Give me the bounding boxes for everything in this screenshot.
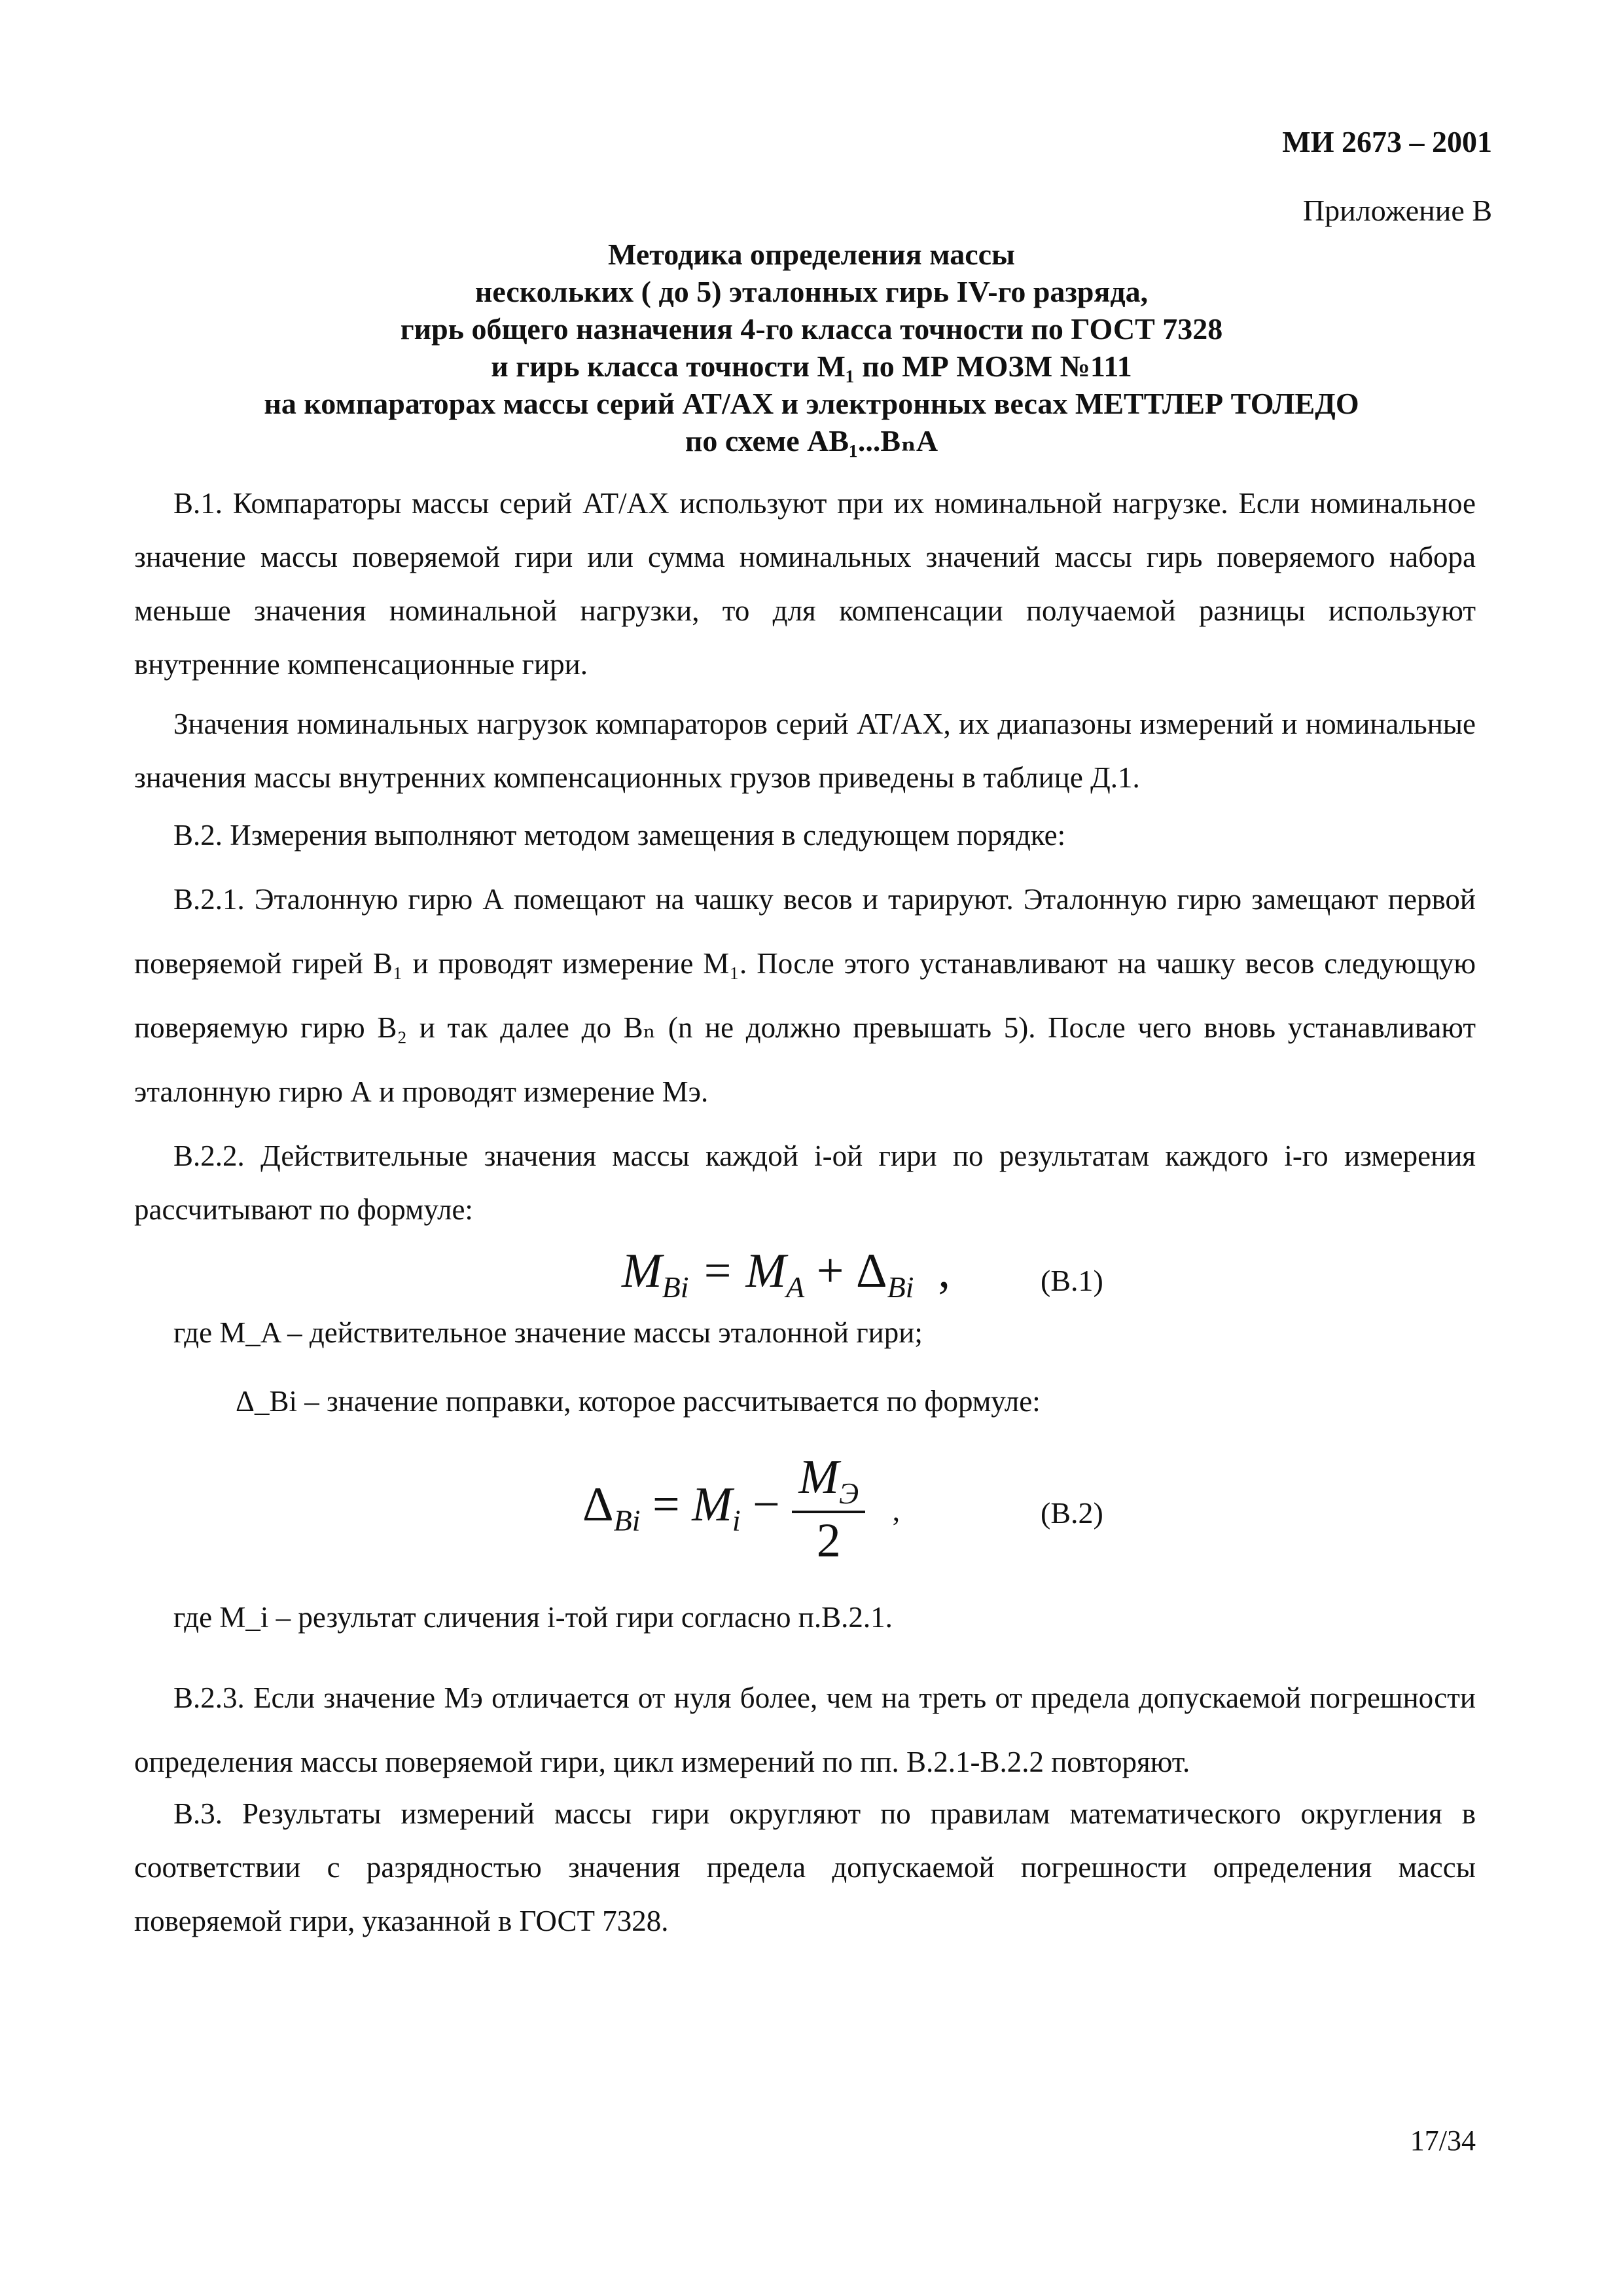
where-delta: Δ_Bi – значение поправки, которое рассчитывается по формуле: bbox=[236, 1385, 1041, 1418]
document-title bbox=[131, 236, 1492, 459]
where-mi: где M_i – результат сличения i-той гири согласно п.В.2.1. bbox=[173, 1601, 893, 1634]
paragraph-b23: В.2.3. Если значение Mэ отличается от нуля более, чем на треть от предела допускаемой погрешности определения массы поверяемой гири, цикл измерений по пп. В.2.1-В.2.2 повторяют. bbox=[134, 1681, 1476, 1778]
appendix-label: Приложение В bbox=[1302, 194, 1492, 227]
paragraph-b2: В.2. Измерения выполняют методом замещения в следующем порядке: bbox=[173, 819, 1066, 852]
where-ma: где M_A – действительное значение массы эталонной гири; bbox=[173, 1316, 923, 1349]
formula-b2-number: (В.2) bbox=[1041, 1496, 1103, 1530]
formula-b1-number: (В.1) bbox=[1041, 1264, 1103, 1297]
paragraph-b22: В.2.2. Действительные значения массы каждой i-ой гири по результатам каждого i-го измерения рассчитывают по формуле: bbox=[134, 1139, 1476, 1226]
formula-b2: $\Delta_{Bi} = M_i$ − $\frac{M_Э}{2}$ , bbox=[582, 1450, 901, 1568]
title-line: гирь общего назначения 4-го класса точности по ГОСТ 7328 bbox=[400, 312, 1223, 346]
title-line: нескольких ( до 5) эталонных гирь IV-го разряда, bbox=[474, 275, 1149, 308]
paragraph-b3: В.3. Результаты измерений массы гири округляют по правилам математического округления в соответствии с разрядностью значения предела допускаемой погрешности определения массы поверяемой гири, указанной в ГОСТ 7328. bbox=[134, 1797, 1476, 1937]
paragraph-b1-ranges: Значения номинальных нагрузок компараторов серий AT/AX, их диапазоны измерений и номинальные значения массы внутренних компенсационных грузов приведены в таблице Д.1. bbox=[134, 708, 1476, 794]
paragraph-b1: В.1. Компараторы массы серий AT/AX используют при их номинальной нагрузке. Если номинальное значение массы поверяемой гири или сумма номинальных значений массы гирь поверяемого набора меньше значения номинальной нагрузки, то для компенсации получаемой разницы используют внутренние компенсационные гири. bbox=[134, 487, 1476, 681]
page-number: 17/34 bbox=[1410, 2125, 1476, 2157]
title-line: по схеме AB₁...BₙA bbox=[685, 424, 938, 457]
formula-fraction: $\frac{M_Э}{2}$ bbox=[792, 1450, 865, 1569]
title-line: и гирь класса точности M₁ по МР МОЗМ №111 bbox=[491, 350, 1132, 383]
formula-b1: $M_{Bi} = M_A + \Delta_{Bi}$ , bbox=[622, 1244, 950, 1304]
title-line: Методика определения массы bbox=[608, 238, 1015, 271]
title-line: на компараторах массы серий AT/AX и электронных весах МЕТТЛЕР ТОЛЕДО bbox=[264, 387, 1359, 420]
document-code: МИ 2673 – 2001 bbox=[1282, 125, 1492, 158]
paragraph-b21: В.2.1. Эталонную гирю А помещают на чашку весов и тарируют. Эталонную гирю замещают первой поверяемой гирей B₁ и проводят измерение M₁. После этого устанавливают на чашку весов следующую поверяемую гирю B₂ и так далее до Bₙ (n не должно превышать 5). После чего вновь устанавливают эталонную гирю А и проводят измерение Mэ. bbox=[134, 883, 1476, 1108]
